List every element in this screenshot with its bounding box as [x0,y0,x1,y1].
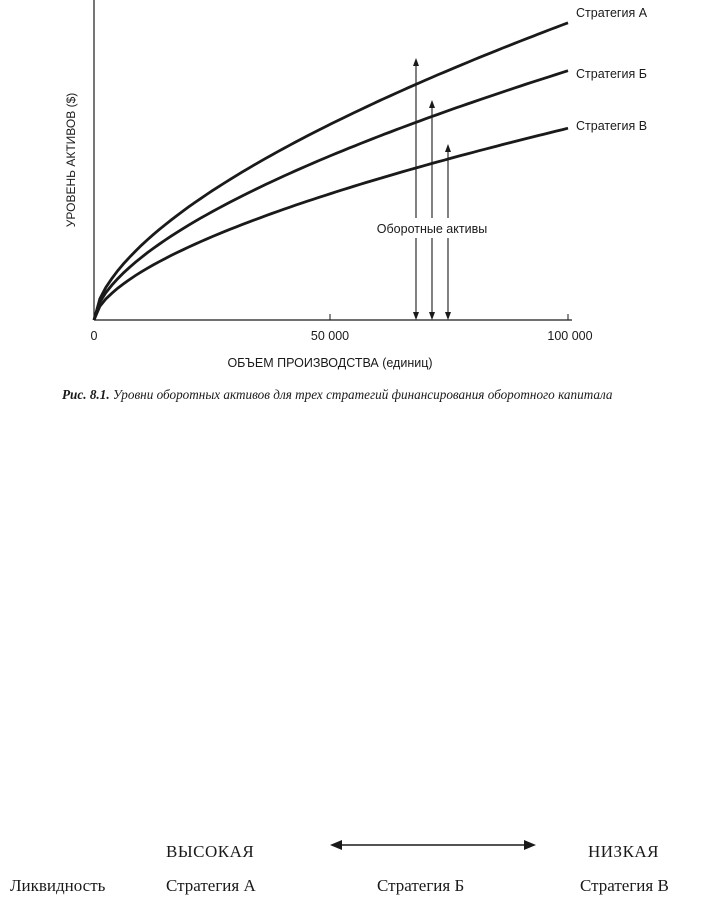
x-axis-title: ОБЪЕМ ПРОИЗВОДСТВА (единиц) [227,356,433,370]
series-label-strategy-a: Стратегия А [576,6,648,20]
x-tick-label: 100 000 [547,329,593,343]
liquidity-strategy-a: Стратегия А [166,876,256,895]
figure-caption-text: Уровни оборотных активов для трех стратегий финансирования оборотного капитала [112,387,613,402]
y-axis-title: УРОВЕНЬ АКТИВОВ ($) [64,92,78,228]
double-arrow [330,837,536,853]
liquidity-strategy-c: Стратегия В [580,876,669,895]
x-tick-label: 50 000 [310,329,350,343]
asset-levels-chart [0,0,714,380]
figure-caption [62,386,662,404]
series-label-strategy-c: Стратегия В [576,119,648,133]
figure-caption-label: Рис. 8.1. [62,387,110,402]
current-assets-annotation: Оборотные активы [376,222,488,236]
x-tick-label: 0 [90,329,98,343]
liquidity-strategy-b: Стратегия Б [377,876,465,895]
series-line-strategy-a [94,23,568,320]
series-line-strategy-b [94,71,568,320]
liquidity-high-label: ВЫСОКАЯ [166,842,255,861]
liquidity-row-label: Ликвидность [10,876,106,895]
series-label-strategy-b: Стратегия Б [576,67,647,81]
liquidity-low-label: НИЗКАЯ [588,842,660,861]
